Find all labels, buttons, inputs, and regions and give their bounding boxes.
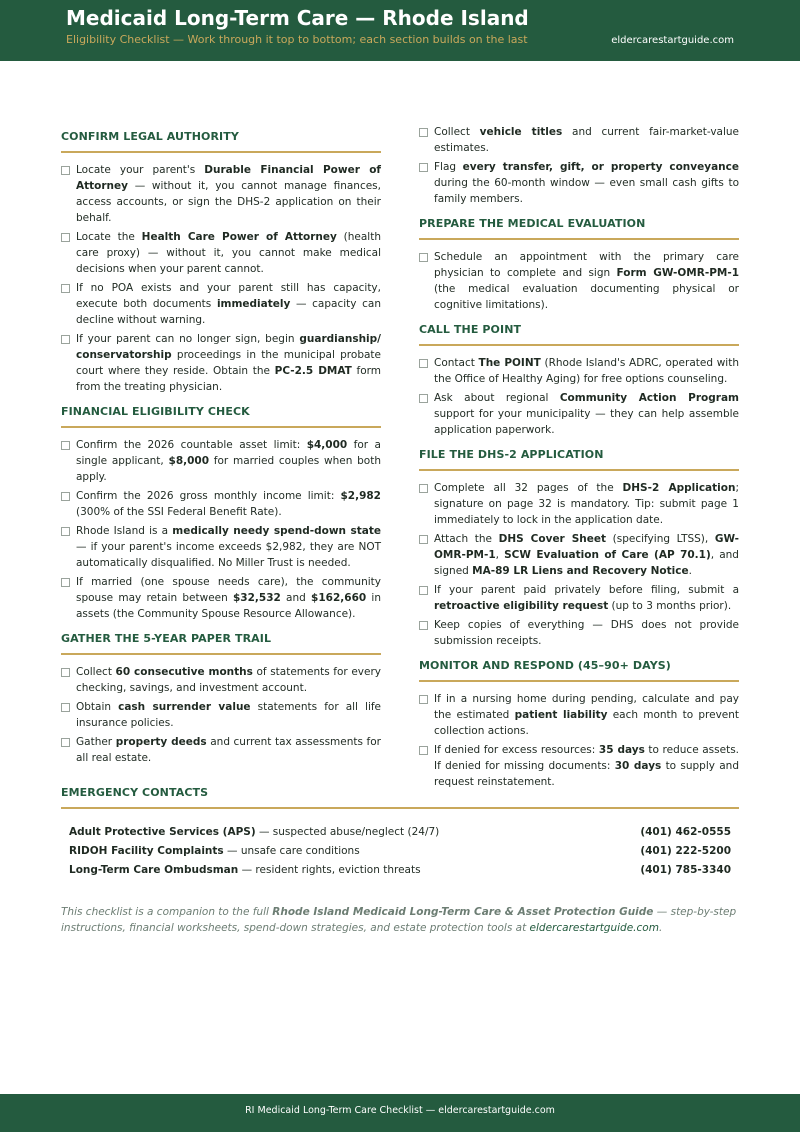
footer-text: RI Medicaid Long-Term Care Checklist — eldercarestartguide.com <box>245 1105 555 1116</box>
checkbox-icon[interactable] <box>61 166 70 175</box>
item-emphasis: 60 consecutive months <box>115 666 253 678</box>
checkbox-icon[interactable] <box>419 695 428 704</box>
item-text: Gather <box>76 736 116 748</box>
item-text: Locate the <box>76 231 142 243</box>
item-text: — without it, you cannot manage finances, access accounts, or sign the DHS-2 application on their behalf. <box>76 180 381 224</box>
checklist-item <box>419 390 739 438</box>
checkbox-icon[interactable] <box>61 441 70 450</box>
header-band <box>0 0 800 61</box>
item-emphasis: $4,000 <box>306 439 348 451</box>
contact-description: — resident rights, eviction threats <box>238 864 421 876</box>
companion-note <box>61 904 741 936</box>
contact-label <box>69 861 421 880</box>
item-emphasis: $162,660 <box>311 592 367 604</box>
item-text: support for your municipality — they can help assemble application paperwork. <box>434 408 739 436</box>
section-title: EMERGENCY CONTACTS <box>61 780 739 809</box>
item-text: If no POA exists and your parent still has capacity, execute both documents <box>76 282 381 310</box>
page-title: Medicaid Long-Term Care — Rhode Island <box>66 6 529 30</box>
item-text: If your parent can no longer sign, begin <box>76 333 300 345</box>
contact-name: RIDOH Facility Complaints <box>69 845 224 857</box>
contact-description: — unsafe care conditions <box>223 845 360 857</box>
item-text: Ask about regional <box>434 392 560 404</box>
item-emphasis: PC-2.5 DMAT <box>274 365 352 377</box>
item-emphasis: medically needy spend-down state <box>172 525 381 537</box>
left-column <box>61 124 381 770</box>
checkbox-icon[interactable] <box>61 668 70 677</box>
checklist-item <box>419 691 739 739</box>
contact-row <box>69 842 731 861</box>
item-text: (300% of the SSI Federal Benefit Rate). <box>76 506 282 518</box>
item-text: (health care proxy) — without it, you cannot make medical decisions when your parent cannot. <box>76 231 381 275</box>
item-emphasis: SCW Evaluation of Care (AP 70.1) <box>504 549 711 561</box>
checklist-item <box>419 531 739 579</box>
item-text: , and signed <box>434 549 739 577</box>
item-text: each month to prevent collection actions. <box>434 709 740 737</box>
checkbox-icon[interactable] <box>61 703 70 712</box>
right-column <box>419 124 739 794</box>
item-text: (specifying LTSS), <box>606 533 715 545</box>
checkbox-icon[interactable] <box>419 253 428 262</box>
item-emphasis: vehicle titles <box>479 126 563 138</box>
item-emphasis: immediately <box>216 298 291 310</box>
item-emphasis: Form GW-OMR-PM-1 <box>616 267 739 279</box>
item-text: Confirm the 2026 gross monthly income limit: <box>76 490 341 502</box>
item-emphasis: 35 days <box>598 744 645 756</box>
checkbox-icon[interactable] <box>419 746 428 755</box>
checkbox-icon[interactable] <box>61 284 70 293</box>
checkbox-icon[interactable] <box>419 484 428 493</box>
checkbox-icon[interactable] <box>419 359 428 368</box>
contact-row <box>69 823 731 842</box>
item-text: If in a nursing home during pending, calculate and pay the estimated <box>434 693 739 721</box>
item-text: Confirm the 2026 countable asset limit: <box>76 439 307 451</box>
contact-label <box>69 823 439 842</box>
item-emphasis: DHS-2 Application <box>622 482 736 494</box>
contact-phone[interactable]: (401) 462-0555 <box>640 826 731 838</box>
item-text: Flag <box>434 161 463 173</box>
item-text: If your parent paid privately before filing, submit a <box>434 584 739 596</box>
contact-description: — suspected abuse/neglect (24/7) <box>255 826 440 838</box>
item-text: proceedings in the municipal probate court where they reside. Obtain the <box>76 349 381 377</box>
note-text: — step-by-step instructions, financial worksheets, spend-down strategies, and estate protection tools at <box>61 906 737 934</box>
checklist-item <box>61 523 381 571</box>
item-text: Schedule an appointment with the primary care physician to complete and sign <box>434 251 739 279</box>
contact-name: Long-Term Care Ombudsman <box>69 864 239 876</box>
item-emphasis: property deeds <box>115 736 207 748</box>
checklist-item <box>61 574 381 622</box>
checklist-item <box>61 699 381 731</box>
section-title: MONITOR AND RESPOND (45–90+ DAYS) <box>419 653 739 682</box>
checklist-section <box>61 124 381 395</box>
contact-phone[interactable]: (401) 785-3340 <box>640 864 731 876</box>
item-text: for a single applicant, <box>76 439 381 467</box>
item-emphasis: retroactive eligibility request <box>434 600 609 612</box>
item-text: Contact <box>434 357 479 369</box>
item-emphasis: DHS Cover Sheet <box>498 533 607 545</box>
emergency-contacts <box>61 780 739 880</box>
item-text: Collect <box>76 666 116 678</box>
item-text: in assets (the Community Spouse Resource Allowance). <box>76 592 381 620</box>
item-text: and current tax assessments for all real estate. <box>76 736 381 764</box>
item-emphasis: cash surrender value <box>118 701 251 713</box>
item-text: Obtain <box>76 701 119 713</box>
item-emphasis: patient liability <box>514 709 608 721</box>
item-text: If denied for excess resources: <box>434 744 599 756</box>
item-emphasis: Health Care Power of Attorney <box>141 231 337 243</box>
section-title: GATHER THE 5-YEAR PAPER TRAIL <box>61 626 381 655</box>
note-text: This checklist is a companion to the full <box>61 906 273 918</box>
checklist-item <box>419 159 739 207</box>
item-text: and <box>280 592 312 604</box>
section-title: FILE THE DHS-2 APPLICATION <box>419 442 739 471</box>
checklist-item <box>61 437 381 485</box>
contact-row <box>69 861 731 880</box>
item-emphasis: 30 days <box>614 760 662 772</box>
checkbox-icon[interactable] <box>419 394 428 403</box>
item-emphasis: guardianship/ conservatorship <box>76 333 381 361</box>
checklist-item <box>61 229 381 277</box>
item-emphasis: MA-89 LR Liens and Recovery Notice <box>472 565 689 577</box>
checklist-item <box>419 582 739 614</box>
checkbox-icon[interactable] <box>61 738 70 747</box>
item-text: Keep copies of everything — DHS does not provide submission receipts. <box>434 619 739 647</box>
item-emphasis: $32,532 <box>233 592 281 604</box>
item-text: , <box>495 549 505 561</box>
checklist-item <box>419 480 739 528</box>
checklist-section <box>419 211 739 313</box>
checkbox-icon[interactable] <box>61 578 70 587</box>
item-text: and current fair-market-value estimates. <box>434 126 740 154</box>
item-text: Complete all 32 pages of the <box>434 482 623 494</box>
item-text: . <box>688 565 692 577</box>
checklist-item <box>419 355 739 387</box>
item-text: to supply and request reinstatement. <box>434 760 739 788</box>
checklist-item <box>61 162 381 226</box>
checklist-section <box>61 626 381 766</box>
item-text: — if your parent's income exceeds $2,982, they are NOT automatically disqualified. No Miller Trust is needed. <box>76 541 381 569</box>
checklist-section <box>419 317 739 438</box>
item-text: If married (one spouse needs care), the community spouse may retain between <box>76 576 381 604</box>
item-emphasis: Community Action Program <box>559 392 739 404</box>
checkbox-icon[interactable] <box>419 535 428 544</box>
contact-name: Adult Protective Services (APS) <box>69 826 256 838</box>
site-url: eldercarestartguide.com <box>611 35 734 46</box>
item-text: form from the treating physician. <box>76 365 381 393</box>
checkbox-icon[interactable] <box>61 233 70 242</box>
item-text: Rhode Island is a <box>76 525 173 537</box>
section-title: FINANCIAL ELIGIBILITY CHECK <box>61 399 381 428</box>
checklist-section <box>61 399 381 622</box>
item-text: of statements for every checking, savings, and investment account. <box>76 666 381 694</box>
checkbox-icon[interactable] <box>61 335 70 344</box>
checkbox-icon[interactable] <box>419 586 428 595</box>
section-title: CONFIRM LEGAL AUTHORITY <box>61 124 381 153</box>
section-title: PREPARE THE MEDICAL EVALUATION <box>419 211 739 240</box>
item-text: for married couples when both apply. <box>76 455 381 483</box>
item-text: — capacity can decline without warning. <box>76 298 382 326</box>
item-emphasis: GW-OMR-PM-1 <box>434 533 739 561</box>
checklist-item <box>61 331 381 395</box>
checkbox-icon[interactable] <box>419 128 428 137</box>
item-emphasis: $2,982 <box>340 490 381 502</box>
item-emphasis: $8,000 <box>168 455 210 467</box>
item-text: Locate your parent's <box>76 164 205 176</box>
item-emphasis: Durable Financial Power of Attorney <box>76 164 381 192</box>
checkbox-icon[interactable] <box>61 527 70 536</box>
item-text: (up to 3 months prior). <box>608 600 732 612</box>
checklist-item <box>419 124 739 156</box>
checkbox-icon[interactable] <box>419 163 428 172</box>
checklist-section <box>419 653 739 790</box>
checklist-section <box>419 442 739 649</box>
guide-link[interactable]: eldercarestartguide.com <box>529 922 659 934</box>
footer-band <box>0 1094 800 1132</box>
item-text: Attach the <box>434 533 499 545</box>
checklist-item <box>419 617 739 649</box>
item-text: ; signature on page 32 is mandatory. Tip: submit page 1 immediately to lock in the application date. <box>434 482 739 526</box>
item-text: (Rhode Island's ADRC, operated with the Office of Healthy Aging) for free options counseling. <box>434 357 739 385</box>
contact-label <box>69 842 360 861</box>
checklist-section <box>419 124 739 207</box>
checklist-item <box>61 734 381 766</box>
checklist-item <box>61 280 381 328</box>
checkbox-icon[interactable] <box>419 621 428 630</box>
item-text: statements for all life insurance policies. <box>76 701 382 729</box>
checklist-item <box>61 664 381 696</box>
guide-title: Rhode Island Medicaid Long-Term Care & Asset Protection Guide <box>272 906 654 918</box>
item-emphasis: every transfer, gift, or property conveyance <box>462 161 739 173</box>
checklist-item <box>61 488 381 520</box>
contact-list <box>61 823 739 880</box>
page-subtitle: Eligibility Checklist — Work through it top to bottom; each section builds on the last <box>66 33 528 46</box>
item-emphasis: The POINT <box>478 357 541 369</box>
item-text: (the medical evaluation documenting physical or cognitive limitations). <box>434 283 739 311</box>
item-text: Collect <box>434 126 480 138</box>
checklist-item <box>419 249 739 313</box>
checkbox-icon[interactable] <box>61 492 70 501</box>
contact-phone[interactable]: (401) 222-5200 <box>640 845 731 857</box>
section-title: CALL THE POINT <box>419 317 739 346</box>
item-text: to reduce assets. If denied for missing documents: <box>434 744 740 772</box>
note-text: . <box>658 922 663 934</box>
item-text: during the 60-month window — even small cash gifts to family members. <box>434 177 739 205</box>
